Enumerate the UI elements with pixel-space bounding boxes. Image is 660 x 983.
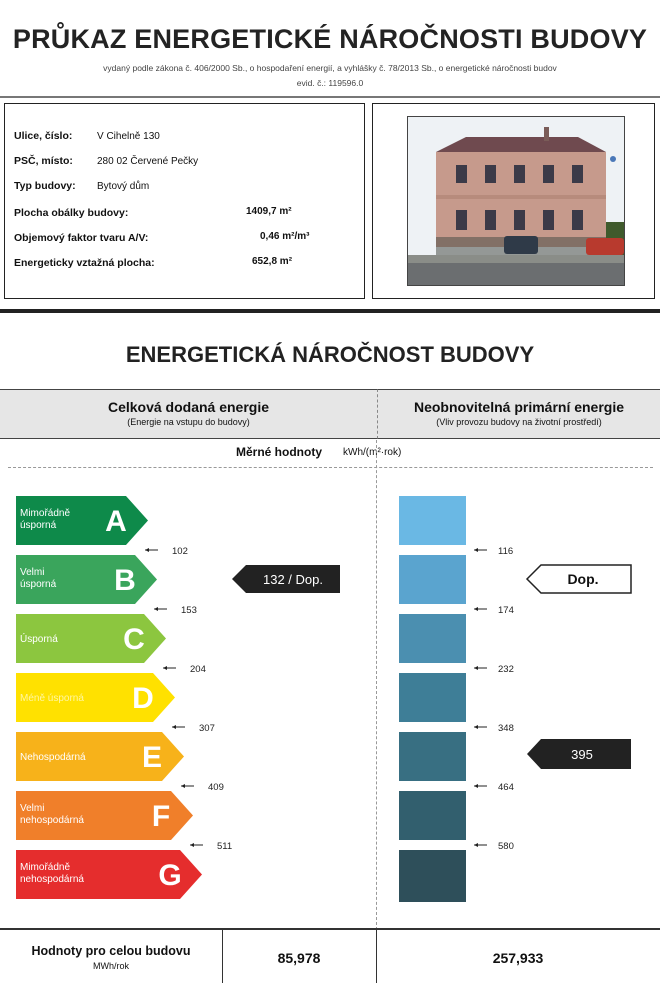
right-threshold-580: 580 bbox=[498, 841, 514, 852]
class-letter-g: G bbox=[158, 859, 182, 892]
class-label-e: Nehospodárná bbox=[20, 752, 86, 763]
right-threshold-arrow bbox=[474, 784, 478, 788]
right-column-subtitle: (Vliv provozu budovy na životní prostředí) bbox=[436, 417, 602, 427]
class-label-a-line2: úsporná bbox=[20, 520, 57, 531]
specific-values-label: Měrné hodnoty bbox=[236, 445, 322, 459]
class-label-b: Velmi bbox=[20, 567, 45, 578]
primary-band-3 bbox=[399, 614, 466, 663]
class-label-c: Úsporná bbox=[20, 634, 58, 645]
type-value: Bytový dům bbox=[97, 181, 150, 192]
right-threshold-116: 116 bbox=[498, 546, 514, 557]
shape-factor-label: Objemový faktor tvaru A/V: bbox=[14, 232, 149, 244]
building-photo bbox=[407, 116, 625, 286]
class-label-f-line2: nehospodárná bbox=[20, 815, 84, 826]
class-label-g-line2: nehospodárná bbox=[20, 874, 84, 885]
document-subtitle: vydaný podle zákona č. 406/2000 Sb., o hospodaření energií, a vyhlášky č. 78/2013 Sb., o energetické náročnosti budov bbox=[103, 63, 557, 73]
primary-band-1 bbox=[399, 496, 466, 545]
right-indicator-text: 395 bbox=[571, 747, 593, 762]
total-delivered-energy-value: 85,978 bbox=[277, 950, 321, 966]
dashed-divider bbox=[8, 467, 653, 468]
left-threshold-204: 204 bbox=[190, 664, 206, 675]
class-label-a: Mimořádně bbox=[20, 508, 71, 519]
total-primary-energy-value: 257,933 bbox=[492, 950, 544, 966]
class-label-b-line2: úsporná bbox=[20, 579, 57, 590]
left-threshold-arrow bbox=[145, 548, 149, 552]
street-value: V Cihelně 130 bbox=[97, 131, 160, 142]
specific-values-unit: kWh/(m²·rok) bbox=[343, 447, 402, 458]
building-info-box bbox=[4, 103, 365, 299]
building-photo-box bbox=[372, 103, 655, 299]
left-threshold-arrow bbox=[154, 607, 158, 611]
psc-label: PSČ, místo: bbox=[14, 155, 73, 167]
right-threshold-232: 232 bbox=[498, 664, 514, 675]
energy-class-scales bbox=[0, 470, 660, 930]
envelope-value: 1409,7 m² bbox=[246, 206, 292, 217]
right-threshold-174: 174 bbox=[498, 605, 514, 616]
class-label-g: Mimořádně bbox=[20, 862, 71, 873]
section-title: ENERGETICKÁ NÁROČNOST BUDOVY bbox=[125, 342, 535, 367]
right-threshold-348: 348 bbox=[498, 723, 514, 734]
class-label-f: Velmi bbox=[20, 803, 45, 814]
primary-band-7 bbox=[399, 850, 466, 902]
right-threshold-arrow bbox=[474, 725, 478, 729]
class-letter-c: C bbox=[123, 623, 145, 656]
shape-factor-value: 0,46 m²/m³ bbox=[260, 231, 310, 242]
left-threshold-409: 409 bbox=[208, 782, 224, 793]
left-threshold-511: 511 bbox=[217, 841, 233, 852]
left-threshold-102: 102 bbox=[172, 546, 188, 557]
primary-band-6 bbox=[399, 791, 466, 840]
psc-value: 280 02 Červené Pečky bbox=[97, 156, 199, 167]
reference-area-label: Energeticky vztažná plocha: bbox=[14, 257, 155, 269]
class-letter-b: B bbox=[114, 564, 136, 597]
class-label-d: Méně úsporná bbox=[20, 693, 84, 704]
left-threshold-307: 307 bbox=[199, 723, 215, 734]
primary-band-2 bbox=[399, 555, 466, 604]
left-threshold-arrow bbox=[190, 843, 194, 847]
right-threshold-arrow bbox=[474, 548, 478, 552]
right-threshold-arrow bbox=[474, 607, 478, 611]
envelope-label: Plocha obálky budovy: bbox=[14, 207, 129, 219]
left-column-subtitle: (Energie na vstupu do budovy) bbox=[127, 417, 250, 427]
left-threshold-arrow bbox=[181, 784, 185, 788]
reference-area-value: 652,8 m² bbox=[252, 256, 293, 267]
header-rule bbox=[0, 96, 660, 98]
totals-unit: MWh/rok bbox=[93, 961, 129, 971]
right-threshold-464: 464 bbox=[498, 782, 514, 793]
left-column-title: Celková dodaná energie bbox=[107, 399, 270, 415]
class-letter-e: E bbox=[141, 741, 163, 774]
document-title: PRŮKAZ ENERGETICKÉ NÁROČNOSTI BUDOVY bbox=[12, 24, 648, 54]
right-reference-text: Dop. bbox=[567, 571, 599, 587]
right-column-header bbox=[377, 389, 660, 439]
class-letter-a: A bbox=[105, 505, 127, 538]
section-rule bbox=[0, 309, 660, 313]
right-threshold-arrow bbox=[474, 843, 478, 847]
class-letter-d: D bbox=[132, 682, 154, 715]
primary-band-5 bbox=[399, 732, 466, 781]
totals-label: Hodnoty pro celou budovu bbox=[31, 944, 191, 958]
class-letter-f: F bbox=[151, 800, 171, 833]
type-label: Typ budovy: bbox=[14, 180, 76, 192]
street-label: Ulice, číslo: bbox=[14, 130, 73, 142]
right-column-title: Neobnovitelná primární energie bbox=[413, 399, 625, 415]
left-threshold-arrow bbox=[163, 666, 167, 670]
left-threshold-153: 153 bbox=[181, 605, 197, 616]
left-column-header bbox=[0, 389, 377, 439]
left-threshold-arrow bbox=[172, 725, 176, 729]
right-threshold-arrow bbox=[474, 666, 478, 670]
primary-band-4 bbox=[399, 673, 466, 722]
left-indicator-text: 132 / Dop. bbox=[263, 572, 323, 587]
evidence-number: evid. č.: 119596.0 bbox=[296, 78, 364, 88]
totals-rule bbox=[0, 928, 660, 930]
